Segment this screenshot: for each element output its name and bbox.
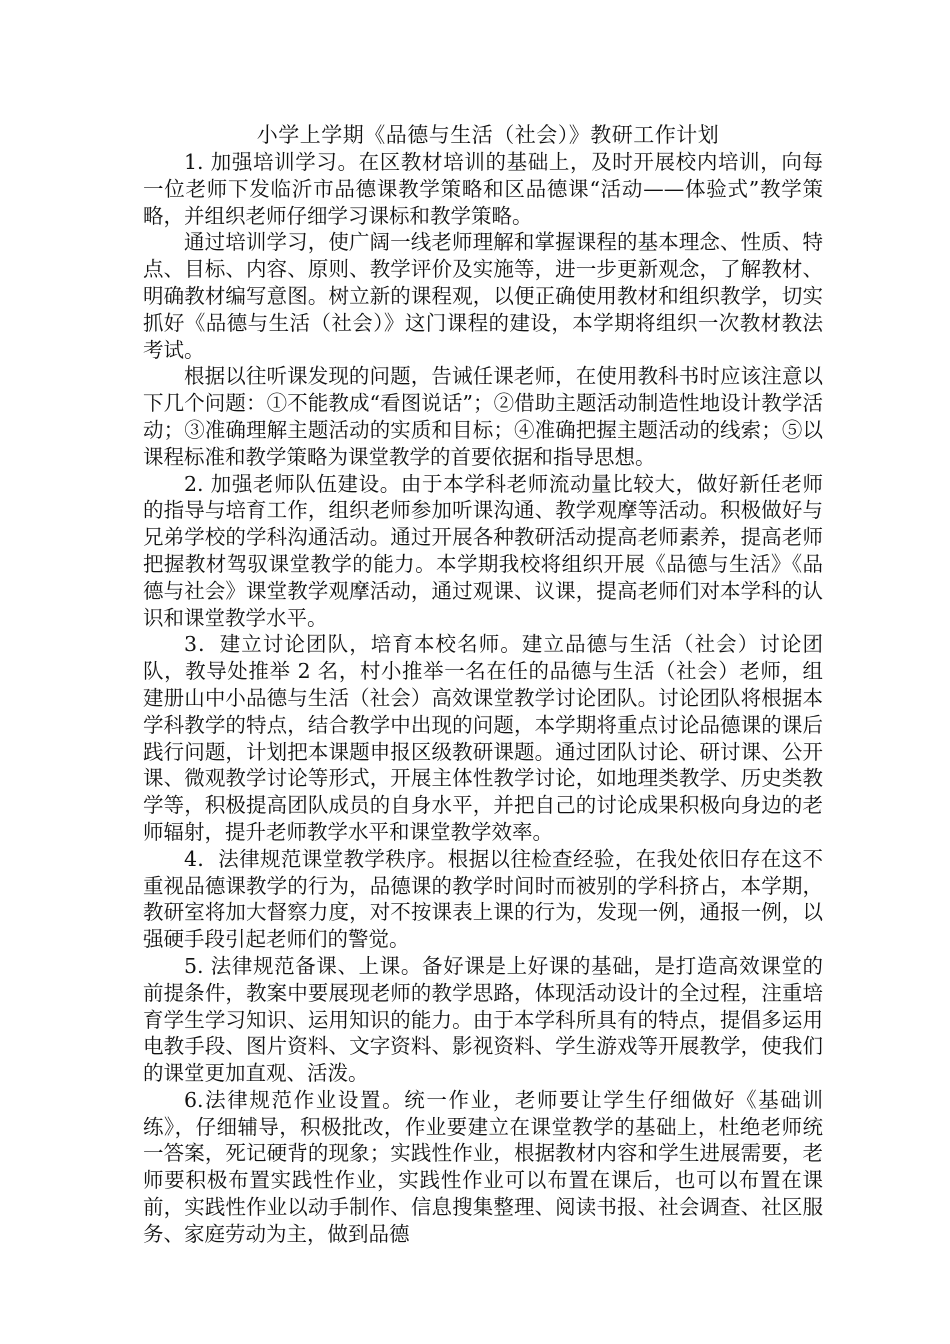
paragraph-3: 根据以往听课发现的问题，告诫任课老师，在使用教科书时应该注意以下几个问题：①不能教成“看图说话”；②借助主题活动制造性地设计教学活动；③准确理解主题活动的实质和目标；④准确把握主题活动的线索；⑤以课程标准和教学策略为课堂教学的首要依据和指导思想。 [143,364,823,469]
paragraph-2: 通过培训学习，使广阔一线老师理解和掌握课程的基本理念、性质、特点、目标、内容、原则、教学评价及实施等，进一步更新观念，了解教材、明确教材编写意图。树立新的课程观，以便正确使用教材和组织教学，切实抓好《品德与生活（社会）》这门课程的建设，本学期将组织一次教材教法考试。 [143,230,823,362]
document-title: 小学上学期《品德与生活（社会）》教研工作计划 [256,123,720,147]
paragraph-8: 6.法律规范作业设置。统一作业，老师要让学生仔细做好《基础训练》，仔细辅导，积极批改，作业要建立在课堂教学的基础上，杜绝老师统一答案，死记硬背的现象；实践性作业，根据教材内容和学生进展需要，老师要积极布置实践性作业，实践性作业可以布置在课后，也可以布置在课前，实践性作业以动手制作、信息搜集整理、阅读书报、社会调查、社区服务、家庭劳动为主，做到品德 [143,1087,823,1246]
paragraph-6: 4．法律规范课堂教学秩序。根据以往检查经验，在我处依旧存在这不重视品德课教学的行为，品德课的教学时间时而被别的学科挤占，本学期，教研室将加大督察力度，对不按课表上课的行为，发现一例，通报一例，以强硬手段引起老师们的警觉。 [143,846,823,952]
paragraph-5: 3．建立讨论团队，培育本校名师。建立品德与生活（社会）讨论团队，教导处推举 2 名，村小推举一名在任的品德与生活（社会）老师，组建册山中小品德与生活（社会）高效课堂教学讨论团队。讨论团队将根据本学科教学的特点，结合教学中出现的问题，本学期将重点讨论品德课的课后践行问题，计划把本课题申报区级教研课题。通过团队讨论、研讨课、公开课、微观教学讨论等形式，开展主体性教学讨论，如地理类教学、历史类教学等，积极提高团队成员的自身水平，并把自己的讨论成果积极向身边的老师辐射，提升老师教学水平和课堂教学效率。 [143,632,823,844]
paragraph-7: 5. 法律规范备课、上课。备好课是上好课的基础，是打造高效课堂的前提条件，教案中要展现老师的教学思路，体现活动设计的全过程，注重培育学生学习知识、运用知识的能力。由于本学科所具有的特点，提倡多运用电教手段、图片资料、文字资料、影视资料、学生游戏等开展教学，使我们的课堂更加直观、活泼。 [143,953,823,1086]
paragraph-1: 1. 加强培训学习。在区教材培训的基础上，及时开展校内培训，向每一位老师下发临沂市品德课教学策略和区品德课“活动——体验式”教学策略，并组织老师仔细学习课标和教学策略。 [143,150,823,228]
document-page [143,122,823,1248]
paragraph-4: 2. 加强老师队伍建设。由于本学科老师流动量比较大，做好新任老师的指导与培育工作，组织老师参加听课沟通、教学观摩等活动。积极做好与兄弟学校的学科沟通活动。通过开展各种教研活动提高老师素养，提高老师把握教材驾驭课堂教学的能力。本学期我校将组织开展《品德与生活》《品德与社会》课堂教学观摩活动，通过观课、议课，提高老师们对本学科的认识和课堂教学水平。 [143,471,823,630]
